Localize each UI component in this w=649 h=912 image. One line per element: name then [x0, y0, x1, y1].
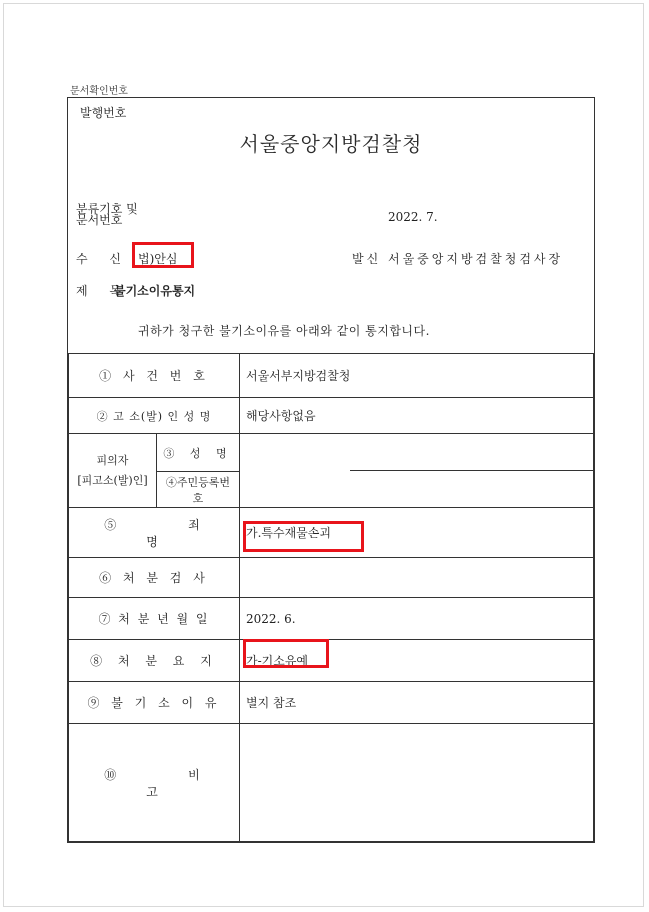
- notice-table: [68, 353, 594, 842]
- charge-highlight-box: [243, 521, 364, 552]
- prosecutor-label: ⑥ 처 분 검 사: [69, 558, 240, 598]
- classification-label-line1: 분류기호 및: [76, 202, 138, 216]
- table-row: [69, 640, 594, 682]
- recipient-highlight-box: [132, 242, 194, 268]
- reason-value: 별지 참조: [240, 682, 594, 724]
- disposal-date-value: 2022. 6.: [240, 598, 594, 640]
- suspect-name-label: ③ 성 명: [157, 434, 240, 472]
- subject-value: 불기소이유통지: [114, 284, 196, 298]
- table-row: [69, 682, 594, 724]
- disposal-gist-value: 가-기소유예: [240, 640, 594, 682]
- official-document: [67, 97, 595, 843]
- recipient-value: 법)안심: [138, 252, 178, 266]
- table-row: [69, 598, 594, 640]
- issue-no-label: 발행번호: [80, 106, 127, 120]
- suspect-id-label: ④주민등록번호: [157, 472, 240, 508]
- table-row: [69, 434, 594, 472]
- classification-label-line2: 문서번호: [76, 213, 123, 227]
- suspect-info-value: [240, 434, 594, 508]
- complainant-label: ② 고 소(발) 인 성 명: [69, 398, 240, 434]
- intro-text: 귀하가 청구한 불기소이유를 아래와 같이 통지합니다.: [138, 324, 430, 338]
- subject-label: 제 목: [76, 284, 121, 298]
- remarks-value: [240, 724, 594, 842]
- remarks-label: ⑩ 비 고: [69, 724, 240, 842]
- suspect-divider: [350, 470, 593, 471]
- org-title: 서울중앙지방검찰청: [239, 132, 423, 156]
- classification-label: [76, 204, 156, 226]
- charge-label: ⑤ 죄 명: [69, 508, 240, 558]
- case-no-value: 서울서부지방검찰청: [240, 354, 594, 398]
- sender: 발신 서울중앙지방검찰청검사장: [352, 252, 564, 266]
- doc-confirm-no-label: 문서확인번호: [70, 86, 128, 97]
- suspect-label-line1: 피의자: [96, 453, 129, 467]
- table-row: [69, 724, 594, 842]
- reason-label: ⑨ 불 기 소 이 유: [69, 682, 240, 724]
- suspect-label: [69, 434, 157, 508]
- table-row: [69, 398, 594, 434]
- case-no-label: ① 사 건 번 호: [69, 354, 240, 398]
- document-date: 2022. 7.: [388, 210, 438, 224]
- suspect-label-line2: [피고소(발)인]: [77, 473, 148, 487]
- charge-value: 가.특수재물손괴: [240, 508, 594, 558]
- table-row: [69, 558, 594, 598]
- disposal-gist-label: ⑧ 처 분 요 지: [69, 640, 240, 682]
- disposal-gist-highlight-box: [243, 639, 329, 668]
- complainant-value: 해당사항없음: [240, 398, 594, 434]
- recipient-label: 수 신: [76, 252, 121, 266]
- disposal-date-label: ⑦ 처 분 년 월 일: [69, 598, 240, 640]
- prosecutor-value: [240, 558, 594, 598]
- table-row: [69, 354, 594, 398]
